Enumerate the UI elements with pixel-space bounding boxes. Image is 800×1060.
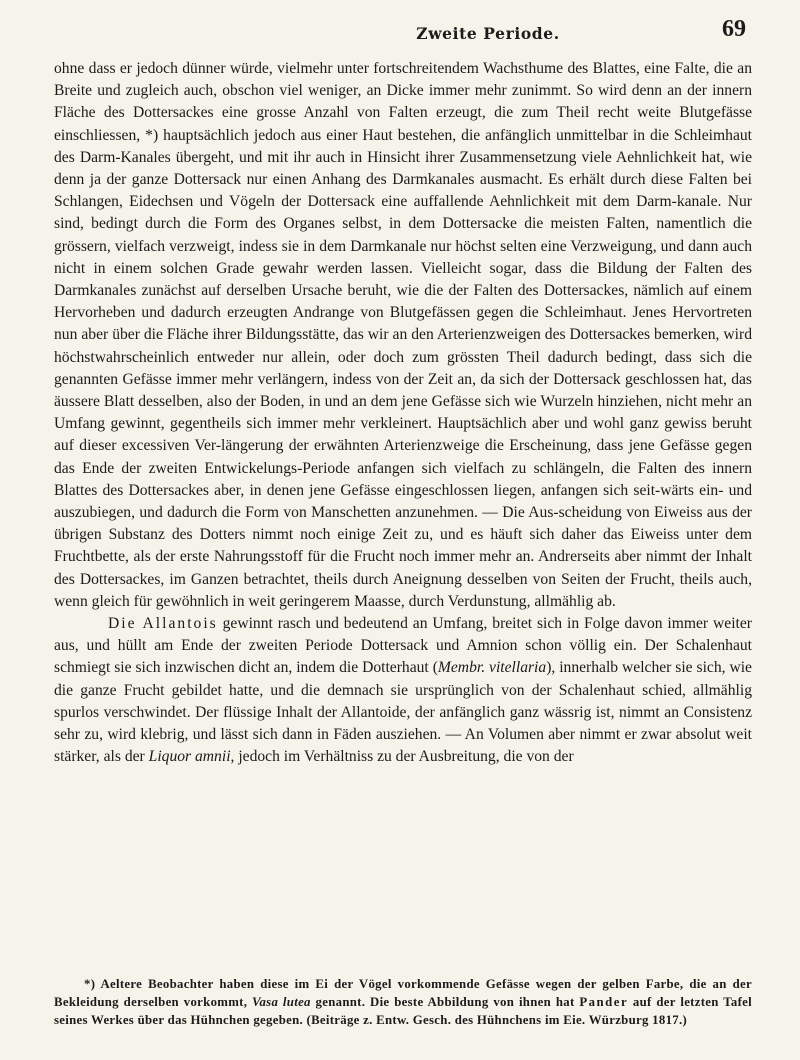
footnote-text-1: *) Aeltere Beobachter haben diese im Ei der Vögel vorkommende Gefässe wegen der gelben Farbe, die an der Bekleidung derselben vorkommt, — [54, 977, 752, 1009]
allantois-text-1: gewinnt rasch und bedeutend an Umfang, breitet sich in Folge davon immer weiter aus, und hüllt am Ende der zweiten Periode Dottersack und Amnion schon völlig ein. Der Schalenhaut schmiegt sie sich inzwischen dicht an, indem die Dotterhaut ( — [54, 615, 752, 677]
running-head — [54, 14, 752, 54]
latin-term-membr-vitellaria: Membr. vitellaria — [437, 659, 547, 677]
allantois-text-2: ), innerhalb welcher sie sich, wie die ganze Frucht gebildet hatte, und die demnach sie ursprünglich von der Schalenhaut schied, allmählig spurlos verschwindet. Der flüssige Inhalt der Allantoide, der anfänglich ganz wässrig ist, nimmt an Consistenz sehr zu, wird klebrig, und lässt sich dann in Fäden ausziehen. — An Volumen aber nimmt er zwar absolut weit stärker, als der — [54, 659, 752, 766]
footnote-author: Pander — [579, 995, 629, 1009]
page-number: 69 — [722, 16, 746, 42]
paragraph-dottersack: ohne dass er jedoch dünner würde, vielmehr unter fortschreitendem Wachsthume des Blattes, eine Falte, die an Breite und zugleich auch, obschon viel weniger, an Dicke immer mehr zunimmt. So wird denn an der innern Fläche des Dottersackes eine grosse Anzahl von Falten erzeugt, die zum Theil recht weite Blutgefässe einschliessen, *) hauptsächlich jedoch aus einer Haut bestehen, die anfänglich unmittelbar in die Schleimhaut des Darm-Kanales übergeht, und mit ihr auch in Hinsicht ihrer Zusammensetzung viele Aehnlichkeit hat, wie denn ja der ganze Dottersack nur einen Anhang des Darmkanales ausmacht. Es erhält durch diese Falten bei Schlangen, Eidechsen und Vögeln der Dottersack eine auffallende Aehnlichkeit mit dem Darm-kanale. Nur sind, bedingt durch die Form des Organes selbst, in dem Dottersacke die meisten Falten, namentlich die grössern, vielfach verzweigt, indess sie in dem Darmkanale nur höchst selten eine Verzweigung, und dann auch nicht in einem solchen Grade gewahr werden lassen. Vielleicht sogar, dass die Bildung der Falten des Darmkanales zunächst auf derselben Ursache beruht, wie die der Falten des Dottersackes, nämlich auf einem Hervorheben und dadurch erzeugten Andrange von Blutgefässen gegen die Schleimhaut. Jenes Hervortreten nun aber über die Fläche ihrer Bildungsstätte, das wir an den Arterienzweigen des Dottersackes bemerken, wird höchstwahrscheinlich entweder nur allein, oder doch zum grössten Theil dadurch bedingt, dass sich die genannten Gefässe immer mehr verlängern, indess von der Zeit an, da sich der Dottersack geschlossen hat, das äussere Blatt desselben, also der Boden, in und an dem jene Gefässe sich wie Wurzeln hinziehen, nicht mehr an Umfang gewinnt, gegentheils sich immer mehr verkleinert. Hauptsächlich aber und wohl ganz gewiss beruht auf dieser excessiven Ver-längerung der erwähnten Arterienzweige die Erscheinung, dass jene Gefässe gegen das Ende der zweiten Entwickelungs-Periode anfangen sich vielfach zu schlängeln, die Falten des innern Blattes des Dottersackes aber, in denen jene Gefässe eingeschlossen liegen, anfangen sich seit-wärts ein- und auszubiegen, und dadurch die Form von Manschetten anzunehmen. — Die Aus-scheidung von Eiweiss aus der übrigen Substanz des Dotters nimmt noch einige Zeit zu, und es häuft sich daher das Eiweiss unter dem Fruchtbette, als der erste Nahrungsstoff für die Frucht noch immer mehr an. Andrerseits aber nimmt der Inhalt des Dottersackes, im Ganzen betrachtet, theils durch Aneignung desselben von Seiten der Frucht, theils auch, wenn gleich für gewöhnlich in weit geringerem Maasse, durch Verdunstung, allmählig ab. — [54, 60, 752, 610]
footnote — [54, 975, 752, 1029]
footnote-text-3: auf der letzten Tafel seines Werkes über das Hühnchen gegeben. (Beiträge z. Entw. Gesch. des Hühnchens im Eie. Würzburg 1817.) — [54, 995, 752, 1027]
paragraph-allantois — [54, 613, 752, 768]
footnote-latin-term: Vasa lutea — [252, 995, 311, 1009]
latin-term-liquor-amnii: Liquor amnii — [148, 748, 231, 766]
body-text — [54, 58, 752, 769]
allantois-term: Die Allantois — [108, 615, 218, 633]
running-title: Zweite Periode. — [416, 24, 560, 43]
footnote-text-2: genannt. Die beste Abbildung von ihnen hat — [310, 995, 580, 1009]
allantois-text-3: , jedoch im Verhältniss zu der Ausbreitung, die von der — [230, 748, 574, 766]
